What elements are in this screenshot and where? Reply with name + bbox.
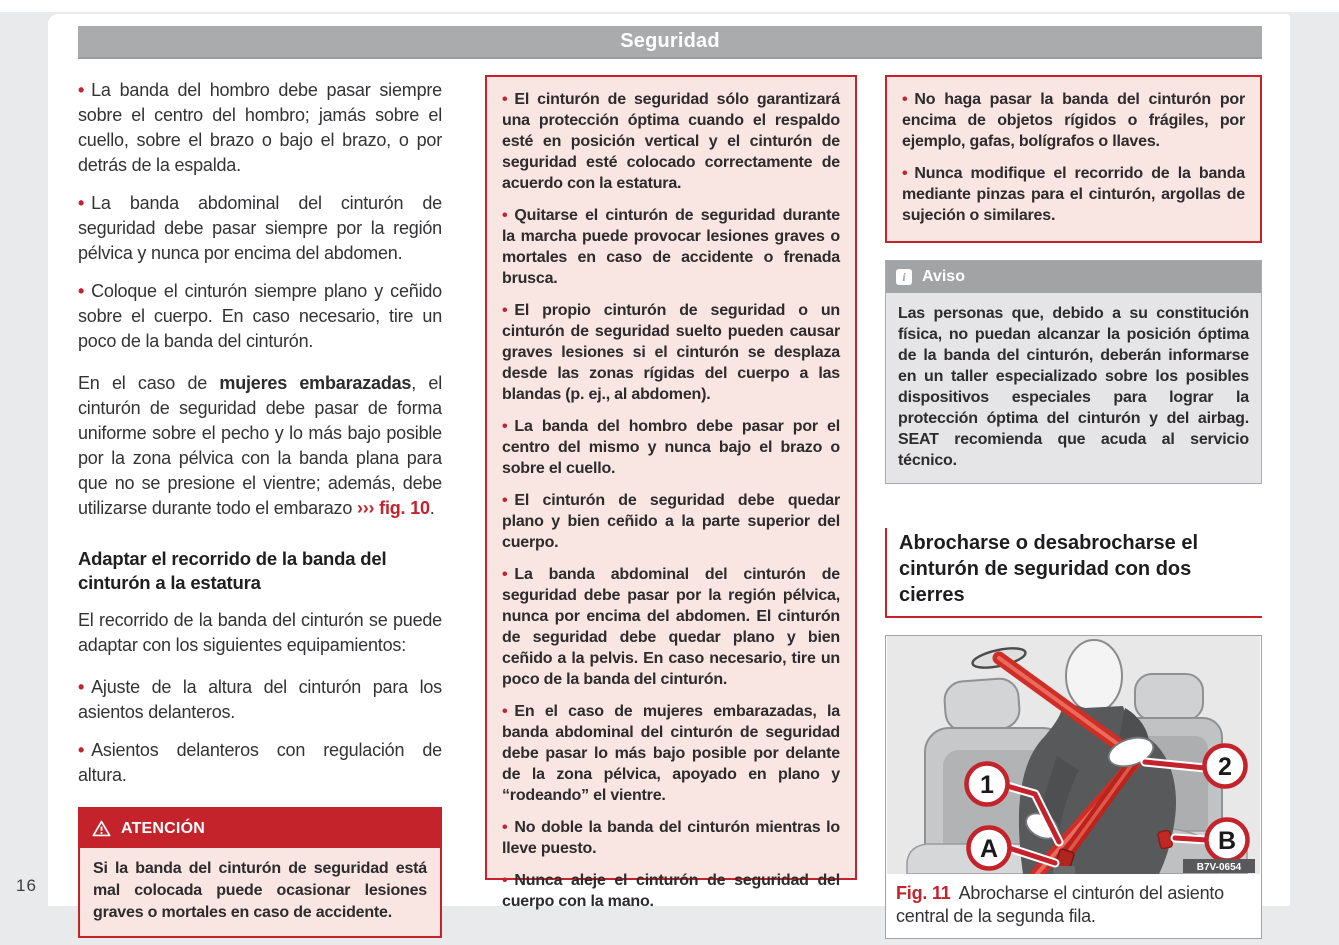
warning-item — [502, 817, 840, 859]
page-number: 16 — [16, 876, 37, 895]
bullet-dot: • — [502, 418, 508, 435]
attention-text: Si la banda del cinturón de seguridad está mal colocada puede ocasionar lesiones graves o mortales en caso de accidente. — [93, 860, 427, 921]
bullet-dot: • — [902, 165, 908, 182]
notice-body: Las personas que, debido a su constitución física, no puedan alcanzar la posición óptima de la banda del cinturón, deberán informarse en un taller especializado sobre los posibles dispositivos especiales para lograr la protección óptima del cinturón y del airbag. SEAT recomienda que acuda al servicio técnico. — [898, 305, 1249, 469]
callout-2-label: 2 — [1218, 753, 1232, 781]
bullet-text: Ajuste de la altura del cinturón para los asientos delanteros. — [78, 677, 442, 722]
bullet-dot: • — [502, 302, 508, 319]
bullet-item — [78, 675, 442, 725]
warning-text: El propio cinturón de seguridad o un cinturón de seguridad suelto pueden causar graves lesiones si el cinturón se desplaza desde las zonas rígidas del cuerpo a las blandas (p. ej., al abdomen). — [502, 302, 840, 403]
bullet-item — [78, 191, 442, 266]
bullet-text: La banda abdominal del cinturón de seguridad debe pasar siempre por la región pélvica y nunca por encima del abdomen. — [78, 193, 442, 263]
warning-text: La banda abdominal del cinturón de seguridad debe pasar por la región pélvica, nunca por encima del abdomen. El cinturón de seguridad debe quedar plano y bien ceñido a la pelvis. En caso necesario, tire un poco de la banda del cinturón. — [502, 566, 840, 688]
column-1 — [78, 78, 442, 938]
warning-item — [902, 163, 1245, 226]
bullet-dot: • — [502, 207, 508, 224]
bullet-dot: • — [902, 91, 908, 108]
notice-header — [886, 261, 1261, 293]
bullet-dot: • — [502, 91, 508, 108]
bullet-dot: • — [78, 193, 85, 213]
equip-intro: El recorrido de la banda del cinturón se puede adaptar con los siguientes equipamientos: — [78, 610, 442, 655]
attention-box — [78, 807, 442, 938]
bullet-item — [78, 279, 442, 354]
figure-code: B7V-0654 — [1196, 862, 1242, 873]
bullet-dot: • — [78, 740, 85, 760]
bullet-dot: • — [78, 80, 85, 100]
bullet-dot: • — [502, 492, 508, 509]
warning-triangle-icon — [92, 820, 111, 837]
warning-item — [502, 490, 840, 553]
bold-run: mujeres embarazadas — [219, 373, 412, 393]
warning-text: Nunca modifique el recorrido de la banda mediante pinzas para el cinturón, argollas de sujeción o similares. — [902, 165, 1245, 224]
bullet-text: La banda del hombro debe pasar siempre sobre el centro del hombro; jamás sobre el cuello, sobre el brazo o bajo el brazo, o por detrás de la espalda. — [78, 80, 442, 175]
figure-caption-text: Abrocharse el cinturón del asiento central de la segunda fila. — [896, 883, 1224, 926]
head — [1066, 640, 1122, 712]
cross-ref-arrows-icon: ››› — [356, 498, 375, 518]
warning-item — [502, 564, 840, 690]
figure-label: Fig. 11 — [896, 883, 951, 903]
warning-item — [502, 870, 840, 912]
notice-box — [885, 260, 1262, 484]
bullet-dot: • — [502, 703, 508, 720]
warning-text: La banda del hombro debe pasar por el centro del mismo y nunca bajo el brazo o sobre el cuello. — [502, 418, 840, 477]
notice-title: Aviso — [922, 268, 965, 285]
warning-text: El cinturón de seguridad sólo garantizará una protección óptima cuando el respaldo esté en posición vertical y el cinturón de seguridad esté colocado correctamente de acuerdo con la estatura. — [502, 91, 840, 192]
warning-item — [502, 300, 840, 405]
seatbelt-illustration — [886, 636, 1261, 874]
text-run: , el cinturón de seguridad debe pasar de forma uniforme sobre el pecho y lo más bajo posible por la zona pélvica con la banda plana para que no se presione el vientre; además, debe utilizarse durante todo el embarazo — [78, 373, 442, 518]
warning-text: En el caso de mujeres embarazadas, la banda abdominal del cinturón de seguridad debe pasar lo más bajo posible por delante de la zona pélvica, apoyado en plano y “rodeando” el vientre. — [502, 703, 840, 804]
warning-text: El cinturón de seguridad debe quedar plano y bien ceñido a la parte superior del cuerpo. — [502, 492, 840, 551]
column-3 — [885, 75, 1262, 939]
warning-text: No haga pasar la banda del cinturón por encima de objetos rígidos o frágiles, por ejemplo, gafas, bolígrafos o llaves. — [902, 91, 1245, 150]
callout-A-label: A — [979, 835, 999, 863]
warning-item — [502, 205, 840, 289]
callout-1-label: 1 — [980, 771, 994, 799]
warning-item — [502, 416, 840, 479]
chapter-header-bar — [78, 26, 1262, 59]
warning-item — [902, 89, 1245, 152]
text-run: . — [429, 498, 435, 518]
attention-body — [80, 848, 440, 936]
warning-text: Nunca aleje el cinturón de seguridad del cuerpo con la mano. — [502, 872, 840, 910]
warning-list-box — [485, 75, 857, 910]
text-run: En el caso de — [78, 373, 220, 393]
warning-text: Quitarse el cinturón de seguridad durante la marcha puede provocar lesiones graves o mortales en caso de accidente o frenada brusca. — [502, 207, 840, 287]
callout-B-label: B — [1217, 827, 1237, 855]
warning-item — [502, 701, 840, 806]
bullet-dot: • — [502, 872, 508, 889]
figure-caption — [886, 874, 1261, 938]
bullet-dot: • — [78, 281, 85, 301]
top-white-band — [0, 0, 1339, 12]
figure-11 — [885, 635, 1262, 939]
attention-header — [80, 809, 440, 848]
warning-text: No doble la banda del cinturón mientras lo lleve puesto. — [502, 819, 840, 857]
bullet-dot: • — [502, 566, 508, 583]
pregnant-paragraph — [78, 371, 442, 521]
bullet-text: Coloque el cinturón siempre plano y ceñido sobre el cuerpo. En caso necesario, tire un poco de la banda del cinturón. — [78, 281, 442, 351]
bullet-dot: • — [78, 677, 85, 697]
chapter-title: Seguridad — [620, 30, 720, 52]
bullet-dot: • — [502, 819, 508, 836]
info-icon: i — [896, 269, 912, 285]
subsection-heading: Adaptar el recorrido de la banda del cinturón a la estatura — [78, 548, 387, 593]
bullet-item — [78, 78, 442, 178]
cross-ref-fig10: fig. 10 — [379, 498, 430, 518]
bullet-item — [78, 738, 442, 788]
attention-title: ATENCIÓN — [121, 820, 205, 837]
warning-item — [502, 89, 840, 194]
bullet-text: Asientos delanteros con regulación de altura. — [78, 740, 442, 785]
section-heading: Abrocharse o desabrocharse el cinturón de seguridad con dos cierres — [885, 528, 1262, 618]
warning-list-box-2 — [885, 75, 1262, 243]
side-buckle — [1157, 830, 1172, 849]
